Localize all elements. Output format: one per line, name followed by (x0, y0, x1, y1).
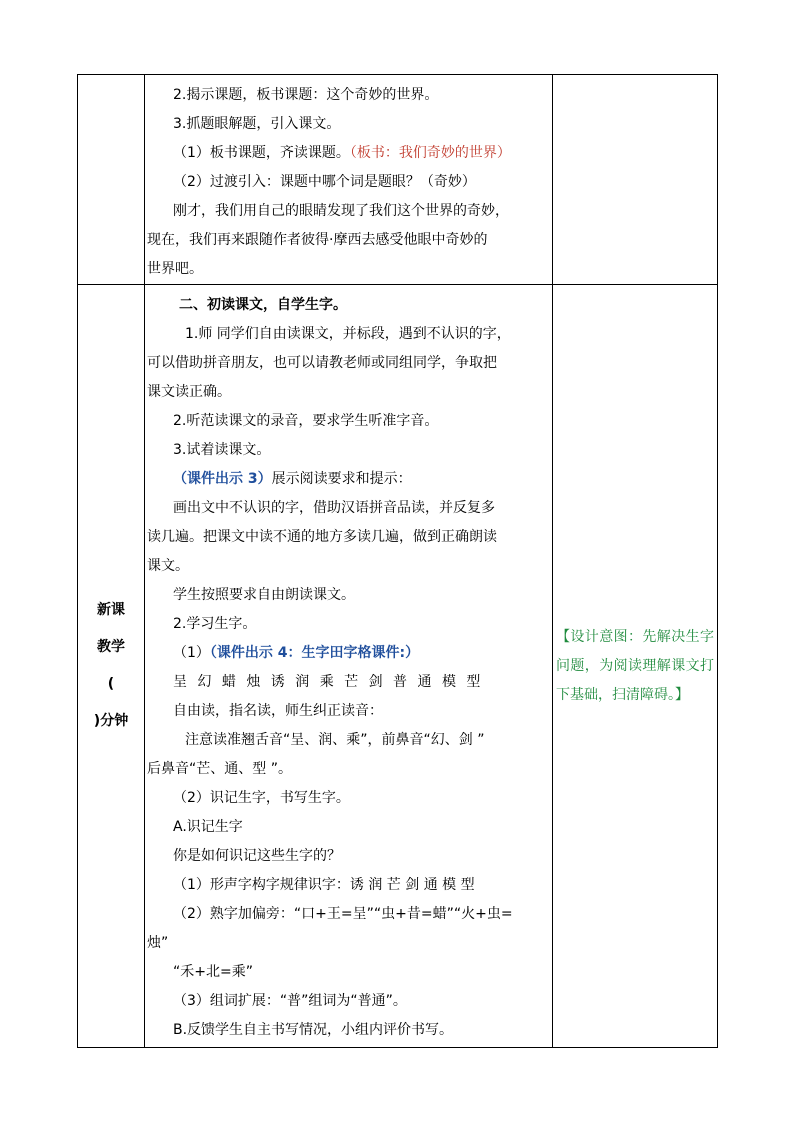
text-line: （2）过渡引入：课题中哪个词是题眼？（奇妙） (173, 174, 476, 190)
text-line: 你是如何识记这些生字的？ (173, 848, 341, 864)
text-line: 现在，我们再来跟随作者彼得·摩西去感受他眼中奇妙的 (147, 232, 488, 248)
label-line: ( (107, 676, 115, 692)
text-line: 后鼻音“芒、通、型 ”。 (147, 761, 292, 777)
text-line (147, 465, 550, 494)
lesson-plan-table (77, 74, 718, 1048)
courseware-label: （课件出示 3） (173, 471, 272, 487)
text-line: 2.揭示课题，板书课题：这个奇妙的世界。 (173, 87, 439, 103)
table-row (78, 75, 718, 285)
text-line: （1）形声字构字规律识字：诱 润 芒 剑 通 模 型 (173, 877, 475, 893)
label-line: 新课 (97, 602, 125, 618)
table-row (78, 285, 718, 1048)
text-line: 课文读正确。 (147, 384, 231, 400)
text-line: 注意读准翘舌音“呈、润、乘”，前鼻音“幻、剑 ” (185, 732, 485, 748)
text-line: “禾+北=乘” (173, 964, 253, 980)
text-segment: 展示阅读要求和提示： (271, 471, 412, 487)
right-cell-note (553, 285, 718, 1048)
text-line (147, 139, 550, 168)
label-line: )分钟 (93, 713, 129, 729)
label-line: 教学 (97, 639, 125, 655)
left-cell-label (78, 285, 145, 1048)
text-line: 画出文中不认识的字，借助汉语拼音品读，并反复多 (173, 500, 495, 516)
text-segment: （1）板书课题，齐读课题。 (173, 145, 350, 161)
design-intent-note: 【设计意图：先解决生字问题，为阅读理解课文打下基础，扫清障碍。】 (556, 628, 714, 703)
text-line: 刚才，我们用自己的眼睛发现了我们这个世界的奇妙， (173, 203, 509, 219)
courseware-label: （课件出示 4：生字田字格课件:） (209, 645, 420, 661)
text-line: （3）组词扩展：“普”组词为“普通”。 (173, 993, 407, 1009)
text-line: 1.师 同学们自由读课文，并标段，遇到不认识的字， (185, 326, 511, 342)
text-line: 可以借助拼音朋友，也可以请教老师或同组同学，争取把 (147, 355, 497, 371)
text-line: （2）熟字加偏旁：“口+王=呈”“虫+昔=蜡”“火+虫= (173, 906, 513, 922)
text-line: 世界吧。 (147, 261, 203, 277)
left-cell-empty (78, 75, 145, 285)
text-line: 课文。 (147, 558, 189, 574)
new-characters-line: 呈 幻 蜡 烛 诱 润 乘 芒 剑 普 通 模 型 (173, 674, 484, 690)
blackboard-note: （板书：我们奇妙的世界） (349, 145, 511, 161)
text-line (147, 639, 550, 668)
text-line: 2.学习生字。 (173, 616, 257, 632)
text-line: 自由读，指名读，师生纠正读音： (173, 703, 383, 719)
content-cell-intro (145, 75, 553, 285)
content-cell-main (145, 285, 553, 1048)
text-segment: （1） (173, 645, 210, 661)
text-line: 3.抓题眼解题，引入课文。 (173, 116, 341, 132)
text-line: B.反馈学生自主书写情况，小组内评价书写。 (173, 1022, 454, 1038)
right-cell-empty (553, 75, 718, 285)
text-line: 2.听范读课文的录音，要求学生听准字音。 (173, 413, 439, 429)
text-line: 烛” (147, 935, 169, 951)
text-line: 读几遍。把课文中读不通的地方多读几遍，做到正确朗读 (147, 529, 497, 545)
text-line: 学生按照要求自由朗读课文。 (173, 587, 355, 603)
text-line: A.识记生字 (173, 819, 243, 835)
text-line: 3.试着读课文。 (173, 442, 271, 458)
text-line: （2）识记生字，书写生字。 (173, 790, 350, 806)
section-heading: 二、初读课文，自学生字。 (179, 297, 347, 313)
